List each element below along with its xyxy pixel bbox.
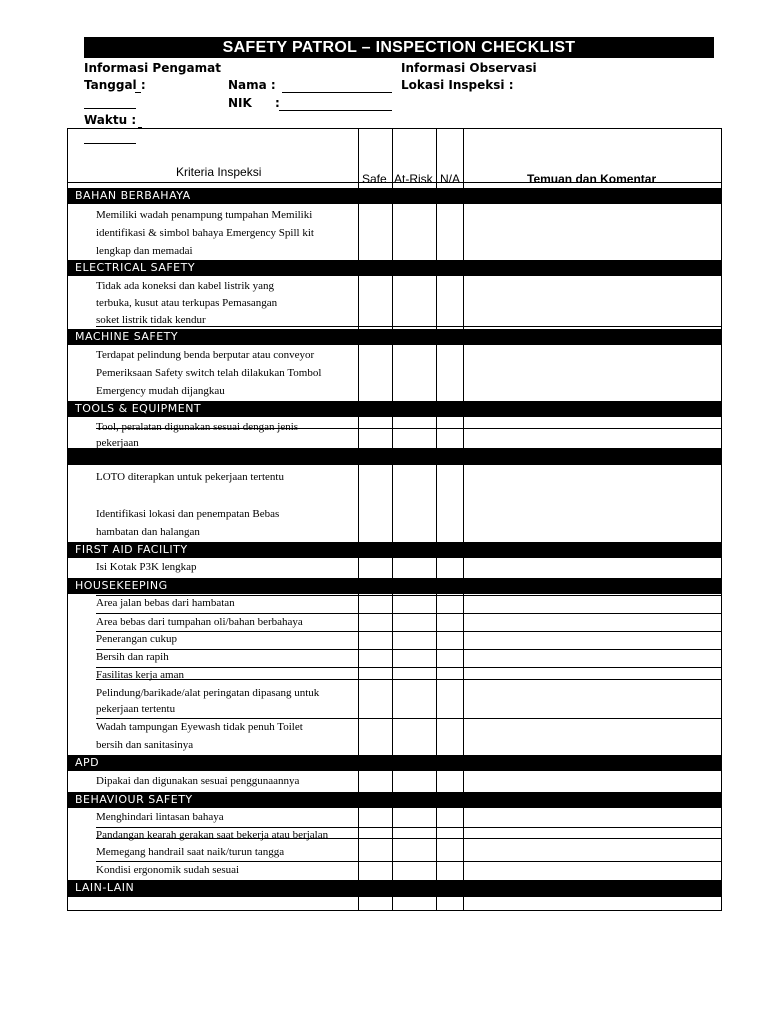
checklist-item: pekerjaan tertentu [96, 703, 176, 715]
column-header-comments: Temuan dan Komentar [527, 172, 657, 186]
name-field[interactable] [282, 92, 392, 93]
checklist-item: Memiliki wadah penampung tumpahan Memiliki [96, 209, 313, 221]
column-header-safe: Safe [362, 172, 387, 186]
checklist-item: identifikasi & simbol bahaya Emergency Spill kit [96, 227, 314, 239]
checklist-item: Identifikasi lokasi dan penempatan Bebas [96, 508, 280, 520]
nik-colon: : [275, 96, 280, 110]
checklist-item: Fasilitas kerja aman [96, 669, 184, 681]
row-divider [96, 679, 722, 680]
date-field[interactable] [84, 108, 136, 109]
checklist-item: Penerangan cukup [96, 633, 177, 645]
checklist-item: Memegang handrail saat naik/turun tangga [96, 846, 285, 858]
row-divider [96, 667, 722, 668]
row-divider [96, 861, 722, 862]
checklist-item: Bersih dan rapih [96, 651, 169, 663]
time-label: Waktu : [84, 113, 137, 127]
section-header-housekeeping: HOUSEKEEPING [68, 578, 721, 594]
page-title: SAFETY PATROL – INSPECTION CHECKLIST [84, 37, 714, 58]
checklist-item: Area bebas dari tumpahan oli/bahan berbahaya [96, 616, 303, 628]
section-header-lain-lain: LAIN-LAIN [68, 880, 721, 896]
section-header-behaviour-safety: BEHAVIOUR SAFETY [68, 792, 721, 808]
row-divider [96, 718, 722, 719]
row-divider [67, 182, 722, 183]
row-divider [96, 613, 722, 614]
section-header-apd: APD [68, 755, 721, 771]
date-label: Tanggal : [84, 78, 146, 92]
checklist-item: Pemeriksaan Safety switch telah dilakukan Tombol [96, 367, 322, 379]
section-header-blank [68, 448, 721, 465]
checklist-item: Tidak ada koneksi dan kabel listrik yang [96, 280, 275, 292]
section-header-bahan-berbahaya: BAHAN BERBAHAYA [68, 188, 721, 204]
checklist-item: Dipakai dan digunakan sesuai penggunaannya [96, 775, 300, 787]
row-divider [96, 595, 722, 596]
checklist-item: bersih dan sanitasinya [96, 739, 194, 751]
checklist-item: Terdapat pelindung benda berputar atau conveyor [96, 349, 315, 361]
nik-label: NIK [228, 96, 252, 110]
row-divider [96, 631, 722, 632]
column-header-criteria: Kriteria Inspeksi [176, 165, 262, 179]
section-header-machine-safety: MACHINE SAFETY [68, 329, 721, 345]
column-header-at-risk: At-Risk [394, 172, 433, 186]
checklist-item: terbuka, kusut atau terkupas Pemasangan [96, 297, 278, 309]
row-divider [68, 896, 722, 897]
name-label: Nama : [228, 78, 276, 92]
section-header-first-aid: FIRST AID FACILITY [68, 542, 721, 558]
section-header-electrical-safety: ELECTRICAL SAFETY [68, 260, 721, 276]
checklist-item: Pandangan kearah gerakan saat bekerja atau berjalan [96, 829, 329, 841]
row-divider [96, 326, 722, 327]
checklist-item: Kondisi ergonomik sudah sesuai [96, 864, 240, 876]
row-divider [96, 649, 722, 650]
column-header-na: N/A [440, 172, 461, 186]
location-label: Lokasi Inspeksi : [401, 78, 514, 92]
nik-field[interactable] [279, 110, 392, 111]
date-field-underline[interactable] [135, 92, 141, 93]
checklist-item: Tool, peralatan digunakan sesuai dengan jenis [96, 421, 299, 433]
checklist-item: Isi Kotak P3K lengkap [96, 561, 197, 573]
checklist-item: lengkap dan memadai [96, 245, 193, 257]
checklist-item: Wadah tampungan Eyewash tidak penuh Toilet [96, 721, 303, 733]
checklist-item: Pelindung/barikade/alat peringatan dipasang untuk [96, 687, 320, 699]
checklist-item: Area jalan bebas dari hambatan [96, 597, 235, 609]
checklist-item: Emergency mudah dijangkau [96, 385, 225, 397]
observation-heading: Informasi Observasi [401, 61, 537, 75]
observer-heading: Informasi Pengamat [84, 61, 221, 75]
row-divider [96, 827, 722, 828]
checklist-item: soket listrik tidak kendur [96, 314, 206, 326]
checklist-item: Menghindari lintasan bahaya [96, 811, 224, 823]
checklist-item: LOTO diterapkan untuk pekerjaan tertentu [96, 471, 284, 483]
checklist-item: pekerjaan [96, 437, 139, 449]
checklist-item: hambatan dan halangan [96, 526, 200, 538]
section-header-tools-equipment: TOOLS & EQUIPMENT [68, 401, 721, 417]
